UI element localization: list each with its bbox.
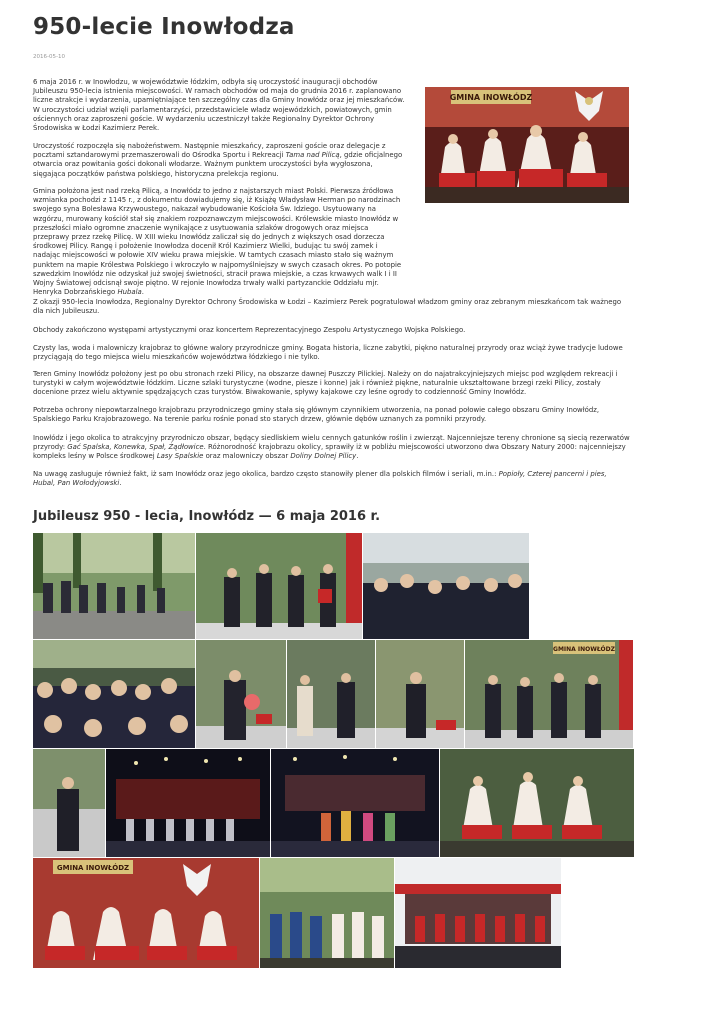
gallery-photo-stage-hosts[interactable] <box>196 533 362 639</box>
paragraph-1: 6 maja 2016 r. w Inowłodzu, w województwie łódzkim, odbyła się uroczystość inauguracji obchodów Jubileuszu 950-lecia istnienia miejscowości. W ramach obchodów od maja do grudnia 2016 r. zaplanowano liczne atrakcje i wydarzenia, upamiętniające ten szczególny czas dla Gminy Inowłódz oraz jej mieszkańców. W uroczystości udział wzięli parlamentarzyści, przedstawiciele władz wojewódzkich, powiatowych, gmin ościennych oraz zaproszeni goście. W wydarzeniu uczestniczył także Regionalny Dyrektor Ochrony Środowiska w Łodzi Kazimierz Perek. <box>33 78 405 133</box>
gallery-photo-banner-stage[interactable] <box>465 640 633 748</box>
paragraph-8: Potrzeba ochrony niepowtarzalnego krajobrazu przyrodniczego gminy stała się głównym czynnikiem utworzenia, na ponad połowie całego obszaru Gminy Inowłódz, Spalskiego Parku Krajobrazowego. Na terenie parku rośnie ponad sto starych drzew, głównie dębów uznanych za pomniki przyrody. <box>33 406 600 424</box>
gallery-photo-concert-singers[interactable] <box>271 749 439 857</box>
gallery-photo-speech[interactable] <box>376 640 464 748</box>
paragraph-2: Uroczystość rozpoczęła się nabożeństwem. Następnie mieszkańcy, zaproszeni goście oraz delegacje z pocztami sztandarowymi przemaszerowali do Ośrodka Sportu i Rekreacji Tama nad Pilicą, gdzie oficjalnego otwarcia oraz powitania gości dokonali włodarze. Ważnym punktem uroczystości była wygłoszona, sięgająca początków państwa polskiego, historyczna prelekcja regionu. <box>33 142 403 178</box>
hero-banner-text: GMINA INOWŁÓDZ <box>449 93 533 102</box>
gallery-photo-speakers-stage[interactable] <box>287 640 375 748</box>
gallery-title: Jubileusz 950 - lecia, Inowłódz — 6 maja 2016 r. <box>33 509 381 524</box>
publish-date: 2016-05-10 <box>33 54 65 60</box>
paragraph-6: Czysty las, woda i malowniczy krajobraz to główne walory przyrodnicze gminy. Bogata historia, liczne zabytki, piękno naturalnej przyrody oraz wciąż żywe tradycje ludowe przyciągają do tego miejsca wielu mieszkańców województwa łódzkiego i nie tylko. <box>33 344 623 362</box>
gallery-photo-folk-dancers[interactable] <box>440 749 634 857</box>
paragraph-5: Obchody zakończono występami artystycznymi oraz koncertem Reprezentacyjnego Zespołu Artystycznego Wojska Polskiego. <box>33 326 466 334</box>
paragraph-4: Z okazji 950-lecia Inowłodza, Regionalny Dyrektor Ochrony Środowiska w Łodzi – Kazimierz Perek pogratulował władzom gminy oraz zebranym mieszkańcom tak ważnego dla nich Jubileuszu. <box>33 298 622 316</box>
gallery-banner-text-2: GMINA INOWŁÓDZ <box>56 864 130 872</box>
paragraph-9: Inowłódz i jego okolica to atrakcyjny przyrodniczo obszar, będący siedliskiem wielu cennych gatunków roślin i zwierząt. Najcenniejsze tereny chronione są siecią rezerwatów przyrody: Gać Spalska, Konewka, Spał, Żądłowice. Różnorodność krajobrazu okolicy, sprawiły iż w pobliżu miejscowości utworzono dwa Obszary Natury 2000: najcenniejszy kompleks leśny w Polsce środkowej Lasy Spalskie oraz malowniczy obszar Doliny Dolnej Pilicy. <box>33 434 630 461</box>
paragraph-3: Gmina położona jest nad rzeką Pilicą, a Inowłódz to jedno z najstarszych miast Polski. Pierwsza źródłowa wzmianka pochodzi z 1145 r., z dokumentu dowiadujemy się, iż Książę Władysław Herman po narodzinach swojego syna Bolesława Krzywoustego, nakazał wybudowanie Kościoła Św. Idziego. Usytuowany na wzgórzu, murowany kościół stał się znakiem rozpoznawczym miejscowości. Królewskie miasto Inowłódz w przeszłości miało ogromne znaczenie wynikające z usytuowania szlaków drogowych oraz miejsca przeprawy przez rzekę Pilicę. W XIII wieku Inowłódz zaliczał się do jednych z większych osad dorzecza środkowej Pilicy. Rangę i położenie Inowłodza docenił Król Kazimierz Wielki, budując tu swój zamek i nadając miejscowości w połowie XIV wieku prawa miejskie. W tamtych czasach miasto stało się ważnym punktem na mapie Królestwa Polskiego i wkroczyło w najpomyślniejszy w swych czasach okres. Po potopie szwedzkim Inowłódz nie odzyskał już swojej świetności, stracił prawa miejskie, a czas krwawych walk I i II Wojny Światowej odcisnął swoje piętno. W rejonie Inowłodza trwały walki partyzanckie Oddziału mjr. Henryka Dobrzańskiego Hubala. <box>33 187 402 297</box>
gallery-photo-flowers[interactable] <box>196 640 286 748</box>
gallery-photo-procession[interactable] <box>33 533 195 639</box>
hero-photo-folk-dancers[interactable] <box>425 87 629 203</box>
page-title: 950-lecie Inowłodza <box>33 14 295 40</box>
gallery-photo-concert-band[interactable] <box>106 749 270 857</box>
gallery-banner-text: GMINA INOWŁÓDZ <box>553 646 615 653</box>
gallery-photo-performers[interactable] <box>260 858 394 968</box>
paragraph-7: Teren Gminy Inowłódz położony jest po obu stronach rzeki Pilicy, na obszarze dawnej Puszczy Pilickiej. Należy on do najatrakcyjniejszych miejsc pod względem rekreacji i turystyki w całym województwie łódzkim. Liczne szlaki turystyczne (wodne, piesze i konne) jak i również piękne, naturalnie ukształtowane brzegi rzeki Pilicy, zostały docenione przez wielu aktywnie spędzających czas turystów. Biwakowanie, spływy kajakowe czy leśne ogrody to codzienność Gminy Inowłódz. <box>33 370 618 397</box>
paragraph-10: Na uwagę zasługuje również fakt, iż sam Inowłódz oraz jego okolica, bardzo często stanowiły plener dla polskich filmów i seriali, m.in.: Popioły, Czterej pancerni i pies, Hubal, Pan Wołodyjowski. <box>33 470 607 488</box>
gallery-photo-crowd[interactable] <box>33 640 195 748</box>
gallery-photo-stage-choir[interactable] <box>395 858 561 968</box>
gallery-photo-audience-suits[interactable] <box>363 533 529 639</box>
gallery-photo-official[interactable] <box>33 749 105 857</box>
gallery-photo-dance-banner[interactable] <box>33 858 259 968</box>
